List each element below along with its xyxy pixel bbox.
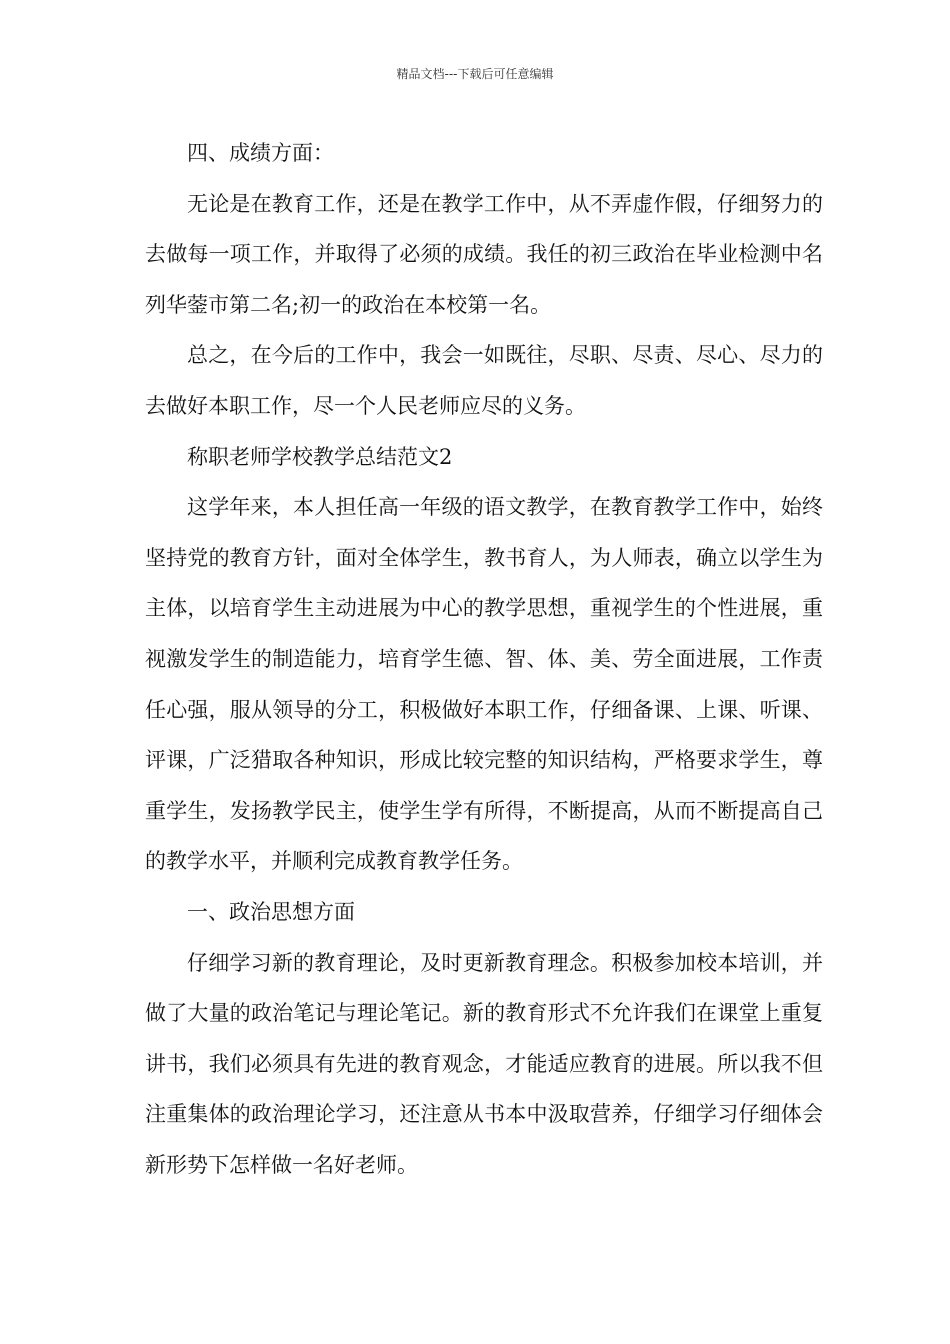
conclusion-paragraph: 总之，在今后的工作中，我会一如既往，尽职、尽责、尽心、尽力的去做好本职工作，尽一个人民老师应尽的义务。 (145, 343, 823, 418)
section-4-title: 四、成绩方面： (187, 141, 334, 165)
section-1-paragraph: 仔细学习新的教育理论，及时更新教育理念。积极参加校本培训，并做了大量的政治笔记与理论笔记。新的教育形式不允许我们在课堂上重复讲书，我们必须具有先进的教育观念，才能适应教育的进展。所以我不但注重集体的政治理论学习，还注意从书本中汲取营养，仔细学习仔细体会新形势下怎样做一名好老师。 (145, 950, 823, 1177)
page-header: 精品文档---下载后可任意编辑 (396, 67, 554, 81)
document-body (145, 128, 823, 1190)
article-2-title: 称职老师学校教学总结范文2 (187, 444, 453, 469)
section-1-title: 一、政治思想方面 (187, 899, 355, 924)
article-2-intro-paragraph: 这学年来，本人担任高一年级的语文教学，在教育教学工作中，始终坚持党的教育方针，面对全体学生，教书育人，为人师表，确立以学生为主体，以培育学生主动进展为中心的教学思想，重视学生的个性进展，重视激发学生的制造能力，培育学生德、智、体、美、劳全面进展，工作责任心强，服从领导的分工，积极做好本职工作，仔细备课、上课、听课、评课，广泛猎取各种知识，形成比较完整的知识结构，严格要求学生，尊重学生，发扬教学民主，使学生学有所得，不断提高，从而不断提高自己的教学水平，并顺利完成教育教学任务。 (145, 495, 823, 874)
section-4-paragraph: 无论是在教育工作，还是在教学工作中，从不弄虚作假，仔细努力的去做每一项工作，并取得了必须的成绩。我任的初三政治在毕业检测中名列华蓥市第二名;初一的政治在本校第一名。 (145, 191, 823, 317)
